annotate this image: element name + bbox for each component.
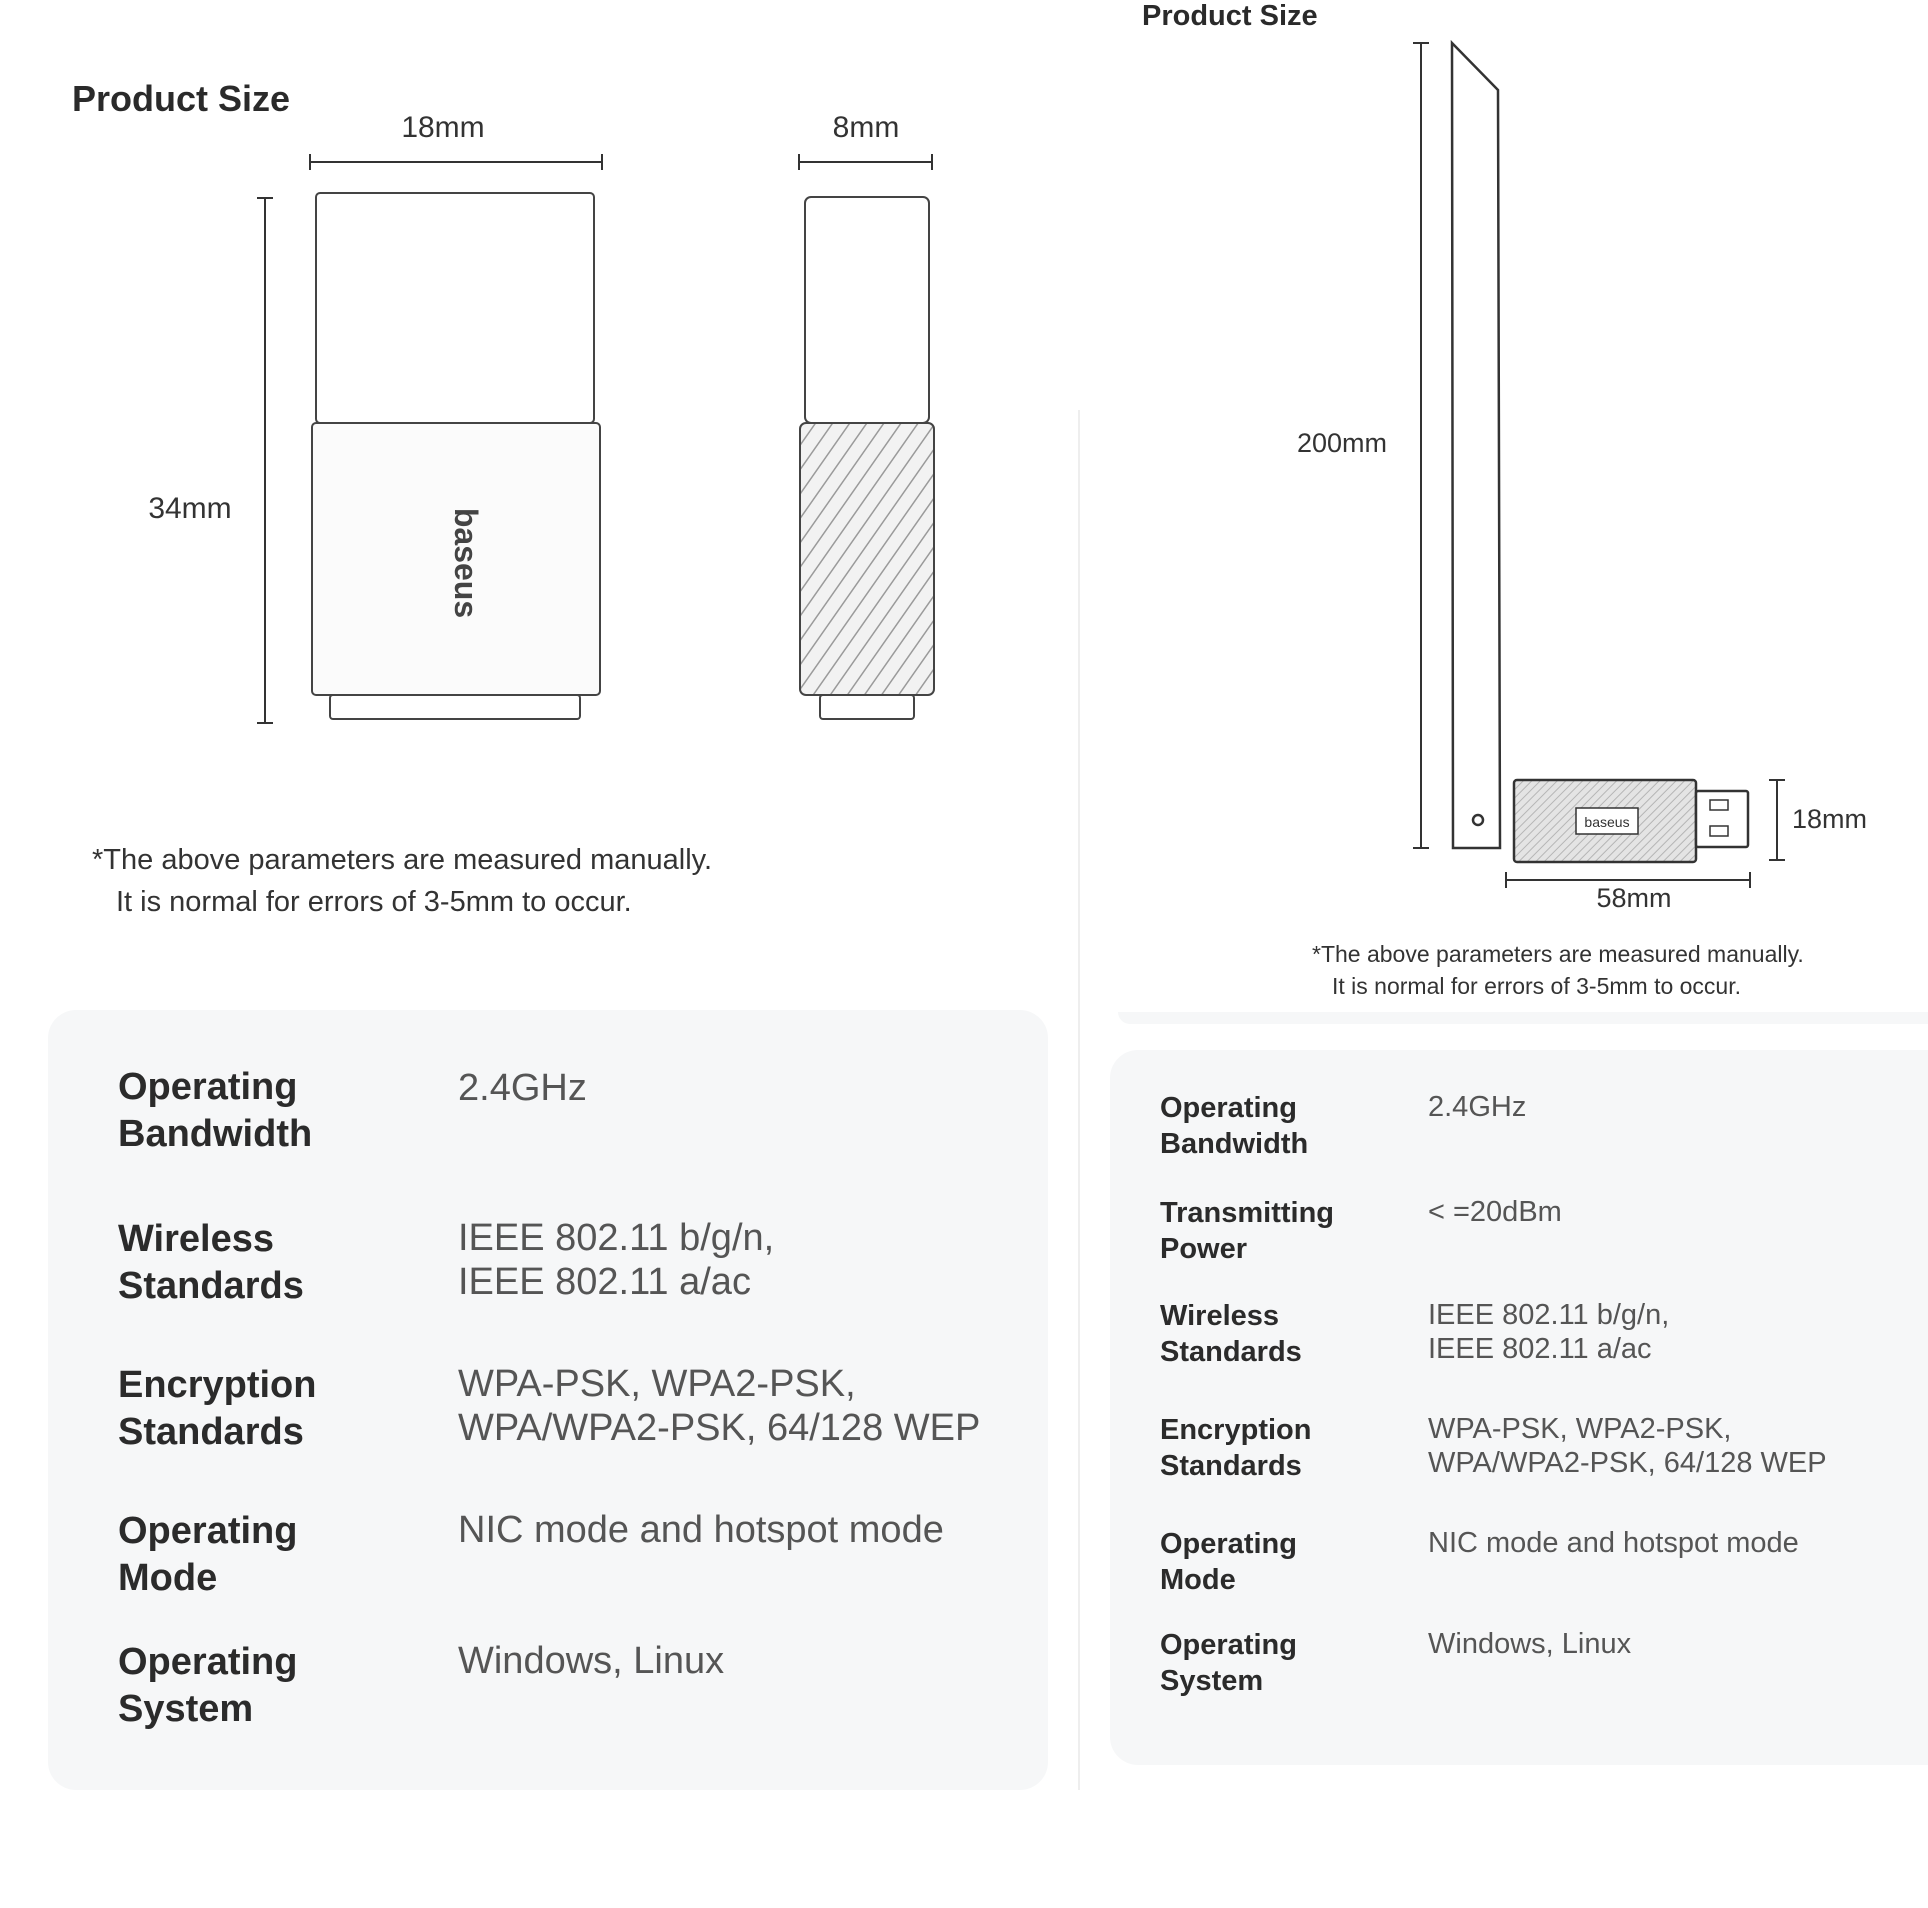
right-measurement-note-line1: *The above parameters are measured manually. [1312,941,1804,967]
right-separator-band [1118,1012,1928,1024]
spec-value-encryption-standards-right: WPA-PSK, WPA2-PSK, WPA/WPA2-PSK, 64/128 WEP [1428,1413,1827,1479]
spec-label-encryption-standards-right: Encryption Standards [1160,1414,1312,1482]
spec-label-wireless-standards: Wireless Standards [118,1218,304,1307]
depth-dimension-line [799,154,932,170]
spec-value-operating-bandwidth-right: 2.4GHz [1428,1091,1527,1123]
spec-value-operating-bandwidth: 2.4GHz [458,1067,587,1109]
left-measurement-note-line1: *The above parameters are measured manually. [92,844,713,876]
width-label: 18mm [401,111,485,144]
depth-label: 8mm [832,111,900,144]
left-spec-panel [48,1010,1048,1790]
spec-value-operating-mode-right: NIC mode and hotspot mode [1428,1527,1799,1559]
spec-value-wireless-standards: IEEE 802.11 b/g/n, IEEE 802.11 a/ac [458,1217,775,1303]
adapter-side-view [800,197,934,719]
left-product-drawing [0,0,1080,960]
adapter-height-dimension-line [1769,780,1785,860]
spec-value-operating-system-right: Windows, Linux [1428,1628,1632,1660]
antenna-label: 200mm [1296,428,1388,458]
adapter-height-label: 18mm [1792,804,1868,834]
spec-label-encryption-standards: Encryption Standards [118,1364,317,1453]
antenna-drawing [1452,43,1500,848]
spec-label-transmitting-power: Transmitting Power [1160,1197,1335,1265]
column-divider [1078,410,1080,1790]
spec-value-transmitting-power: < =20dBm [1428,1196,1562,1228]
left-product-size-title: Product Size [72,78,291,119]
adapter-front-view [312,193,600,719]
height-label: 34mm [148,492,232,525]
spec-label-operating-system-right: Operating System [1160,1629,1297,1697]
spec-label-operating-bandwidth-right: Operating Bandwidth [1160,1092,1309,1160]
spec-label-wireless-standards-right: Wireless Standards [1160,1300,1302,1368]
spec-label-operating-mode: Operating Mode [118,1510,298,1599]
spec-label-operating-bandwidth: Operating Bandwidth [118,1066,313,1155]
right-product-drawing [1090,0,1928,1010]
right-product-size-title: Product Size [1142,0,1318,32]
usb-adapter-drawing [1514,780,1748,862]
right-measurement-note-line2: It is normal for errors of 3-5mm to occur. [1332,973,1742,999]
left-measurement-note-line2: It is normal for errors of 3-5mm to occur. [116,886,632,918]
right-spec-panel [1110,1050,1928,1765]
adapter-brand-logo: baseus [1584,814,1630,830]
adapter-length-label: 58mm [1596,883,1672,913]
width-dimension-line [310,154,602,170]
height-dimension-line [257,198,273,723]
spec-value-operating-mode: NIC mode and hotspot mode [458,1509,944,1551]
spec-label-operating-system: Operating System [118,1641,298,1730]
front-brand-logo: baseus [448,507,484,619]
spec-value-operating-system: Windows, Linux [458,1640,725,1682]
spec-value-encryption-standards: WPA-PSK, WPA2-PSK, WPA/WPA2-PSK, 64/128 WEP [458,1363,981,1449]
spec-label-operating-mode-right: Operating Mode [1160,1528,1297,1596]
antenna-dimension-line [1413,43,1429,848]
spec-value-wireless-standards-right: IEEE 802.11 b/g/n, IEEE 802.11 a/ac [1428,1299,1670,1365]
